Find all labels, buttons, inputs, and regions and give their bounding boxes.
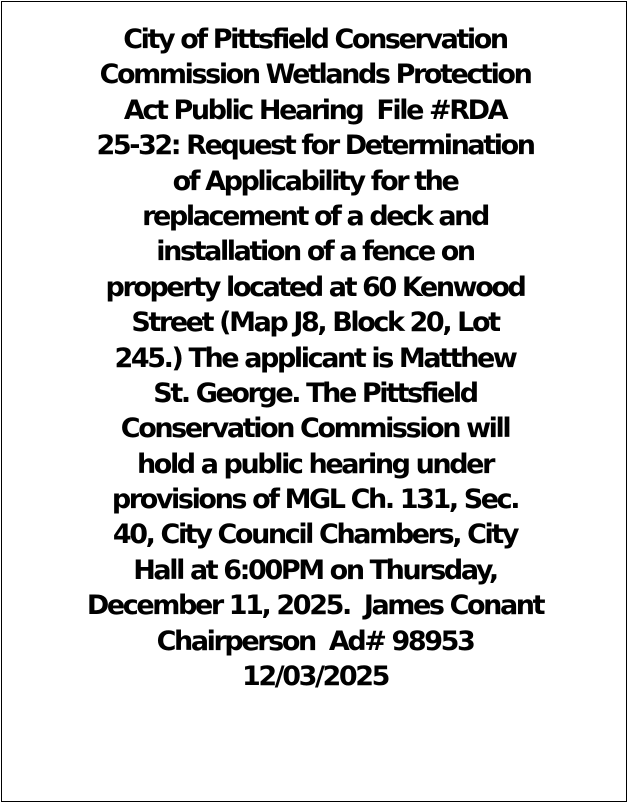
notice-line: Chairperson Ad# 98953 [156,625,474,657]
notice-line: Street (Map J8, Block 20, Lot [131,307,499,339]
notice-line: hold a public hearing under [136,448,494,480]
notice-line: installation of a fence on [156,236,474,268]
notice-line: replacement of a deck and [142,200,488,232]
notice-line: 40, City Council Chambers, City [112,519,518,551]
notice-line: Act Public Hearing File #RDA [123,94,507,126]
notice-line: 25-32: Request for Determination [96,130,534,162]
notice-line: 245.) The applicant is Matthew [114,342,516,374]
notice-line: City of Pittsfield Conservation [123,24,507,55]
notice-line: property located at 60 Kenwood [105,271,525,303]
notice-line: Hall at 6:00PM on Thursday, [133,554,497,586]
notice-line: provisions of MGL Ch. 131, Sec. [111,484,519,516]
public-hearing-notice-text [2,22,628,694]
notice-line: Conservation Commission will [120,413,510,445]
notice-line: St. George. The Pittsfield [153,377,477,409]
legal-notice-frame [1,1,627,802]
notice-line: Commission Wetlands Protection [99,59,531,91]
notice-line: of Applicability for the [172,165,458,197]
notice-date: 12/03/2025 [241,661,389,693]
notice-line: December 11, 2025. James Conant [86,590,544,622]
